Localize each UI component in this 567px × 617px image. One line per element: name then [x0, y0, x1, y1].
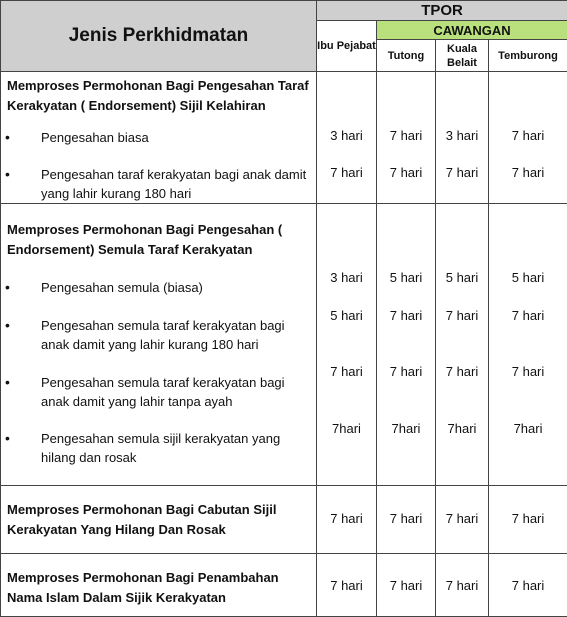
header-temburong: Temburong — [489, 40, 567, 72]
bullet-item — [1, 373, 316, 411]
section-row — [1, 72, 567, 204]
value-cell-temburong — [489, 554, 567, 617]
header-tutong: Tutong — [377, 40, 436, 72]
value: 7 hari — [436, 308, 488, 323]
section-cell — [1, 554, 317, 617]
value: 7 hari — [436, 165, 488, 180]
bullet-text: Pengesahan semula sijil kerakyatan yang hilang dan rosak — [41, 429, 310, 467]
bullet-text: Pengesahan taraf kerakyatan bagi anak damit yang lahir kurang 180 hari — [41, 165, 310, 203]
value: 7 hari — [436, 511, 488, 526]
value-cell-ibu-pejabat — [317, 554, 377, 617]
value-cell-tutong — [377, 554, 436, 617]
value: 3 hari — [317, 270, 376, 285]
value: 7 hari — [317, 511, 376, 526]
value: 5 hari — [436, 270, 488, 285]
header-jenis-perkhidmatan: Jenis Perkhidmatan — [1, 1, 317, 72]
value-cell-ibu-pejabat — [317, 72, 377, 204]
value: 7hari — [436, 421, 488, 436]
value-cell-tutong — [377, 486, 436, 554]
value: 7 hari — [317, 165, 376, 180]
value: 7 hari — [377, 511, 435, 526]
value: 7 hari — [377, 364, 435, 379]
bullet-icon: • — [5, 165, 10, 184]
section-cell — [1, 72, 317, 204]
bullet-text: Pengesahan semula taraf kerakyatan bagi anak damit yang lahir kurang 180 hari — [41, 316, 310, 354]
header-kuala-belait: Kuala Belait — [436, 40, 489, 72]
value: 7hari — [377, 421, 435, 436]
value-cell-kuala-belait — [436, 486, 489, 554]
value: 7 hari — [317, 578, 376, 593]
section-title: Memproses Permohonan Bagi Pengesahan Taraf Kerakyatan ( Endorsement) Sijil Kelahiran — [1, 72, 316, 116]
value-cell-tutong — [377, 72, 436, 204]
header-tpor: TPOR — [317, 1, 567, 21]
value-cell-temburong — [489, 72, 567, 204]
section-title: Memproses Permohonan Bagi Penambahan Nama Islam Dalam Sijik Kerakyatan — [1, 554, 316, 608]
section-row — [1, 204, 567, 486]
value-cell-kuala-belait — [436, 72, 489, 204]
value: 3 hari — [436, 128, 488, 143]
bullet-item — [1, 278, 316, 297]
value: 7 hari — [489, 511, 567, 526]
value: 7 hari — [377, 578, 435, 593]
value: 7hari — [317, 421, 376, 436]
value-cell-temburong — [489, 486, 567, 554]
value: 7 hari — [377, 128, 435, 143]
value: 7 hari — [436, 364, 488, 379]
bullet-icon: • — [5, 128, 10, 147]
bullet-item — [1, 316, 316, 354]
value: 7 hari — [489, 128, 567, 143]
value-cell-kuala-belait — [436, 204, 489, 486]
value: 7 hari — [377, 165, 435, 180]
section-title: Memproses Permohonan Bagi Cabutan Sijil Kerakyatan Yang Hilang Dan Rosak — [1, 486, 316, 540]
bullet-item — [1, 165, 316, 203]
section-cell — [1, 204, 317, 486]
header-ibu-pejabat: Ibu Pejabat — [317, 21, 377, 72]
value-cell-ibu-pejabat — [317, 486, 377, 554]
bullet-icon: • — [5, 429, 10, 448]
value: 7 hari — [377, 308, 435, 323]
value-cell-kuala-belait — [436, 554, 489, 617]
value-cell-temburong — [489, 204, 567, 486]
value: 7 hari — [436, 578, 488, 593]
value: 7 hari — [489, 364, 567, 379]
bullet-item — [1, 128, 316, 147]
section-row — [1, 486, 567, 554]
bullet-icon: • — [5, 316, 10, 335]
value: 5 hari — [377, 270, 435, 285]
value: 5 hari — [489, 270, 567, 285]
value-cell-ibu-pejabat — [317, 204, 377, 486]
value: 7 hari — [489, 165, 567, 180]
section-cell — [1, 486, 317, 554]
value: 7 hari — [489, 308, 567, 323]
bullet-item — [1, 429, 316, 467]
section-row — [1, 554, 567, 617]
value: 7hari — [489, 421, 567, 436]
bullet-text: Pengesahan semula (biasa) — [41, 278, 310, 297]
value: 7 hari — [489, 578, 567, 593]
bullet-icon: • — [5, 278, 10, 297]
bullet-text: Pengesahan semula taraf kerakyatan bagi anak damit yang lahir tanpa ayah — [41, 373, 310, 411]
header-cawangan: CAWANGAN — [377, 21, 567, 40]
section-title: Memproses Permohonan Bagi Pengesahan ( Endorsement) Semula Taraf Kerakyatan — [1, 204, 316, 260]
value: 7 hari — [317, 364, 376, 379]
value: 5 hari — [317, 308, 376, 323]
bullet-icon: • — [5, 373, 10, 392]
bullet-text: Pengesahan biasa — [41, 128, 310, 147]
value: 3 hari — [317, 128, 376, 143]
value-cell-tutong — [377, 204, 436, 486]
